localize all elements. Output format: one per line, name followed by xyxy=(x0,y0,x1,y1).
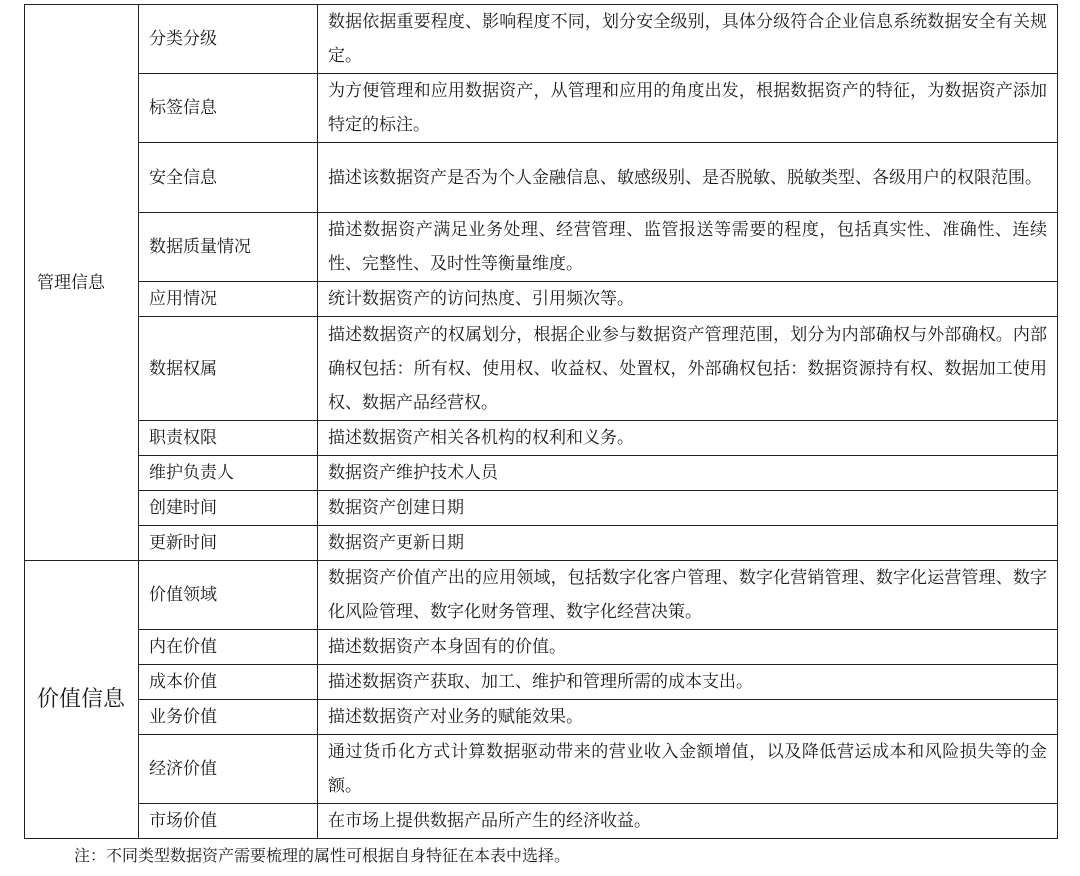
group-label-management: 管理信息 xyxy=(25,5,139,561)
attribute-name: 标签信息 xyxy=(139,74,318,143)
attribute-name: 创建时间 xyxy=(139,491,318,526)
attribute-name: 更新时间 xyxy=(139,526,318,561)
attribute-name: 市场价值 xyxy=(139,804,318,839)
attribute-description: 统计数据资产的访问热度、引用频次等。 xyxy=(318,282,1058,317)
attribute-description: 数据资产创建日期 xyxy=(318,491,1058,526)
attribute-description: 描述数据资产满足业务处理、经营管理、监管报送等需要的程度，包括真实性、准确性、连续性、完整性、及时性等衡量维度。 xyxy=(318,213,1058,282)
attribute-name: 数据质量情况 xyxy=(139,213,318,282)
attribute-description: 描述数据资产获取、加工、维护和管理所需的成本支出。 xyxy=(318,665,1058,700)
attribute-description: 数据资产价值产出的应用领域，包括数字化客户管理、数字化营销管理、数字化运营管理、数字化风险管理、数字化财务管理、数字化经营决策。 xyxy=(318,561,1058,630)
table-row xyxy=(25,74,1058,143)
attribute-description: 为方便管理和应用数据资产，从管理和应用的角度出发，根据数据资产的特征，为数据资产添加特定的标注。 xyxy=(318,74,1058,143)
table-row xyxy=(25,561,1058,630)
attribute-table xyxy=(24,4,1058,839)
table-row xyxy=(25,5,1058,74)
table-row xyxy=(25,804,1058,839)
attribute-description: 描述数据资产本身固有的价值。 xyxy=(318,630,1058,665)
table-row xyxy=(25,665,1058,700)
attribute-description: 在市场上提供数据产品所产生的经济收益。 xyxy=(318,804,1058,839)
table-row xyxy=(25,317,1058,421)
attribute-name: 应用情况 xyxy=(139,282,318,317)
table-row xyxy=(25,213,1058,282)
table-row xyxy=(25,456,1058,491)
table-row xyxy=(25,282,1058,317)
attribute-description: 数据资产维护技术人员 xyxy=(318,456,1058,491)
attribute-name: 维护负责人 xyxy=(139,456,318,491)
table-row xyxy=(25,421,1058,456)
attribute-description: 描述数据资产的权属划分，根据企业参与数据资产管理范围，划分为内部确权与外部确权。内部确权包括：所有权、使用权、收益权、处置权，外部确权包括：数据资源持有权、数据加工使用权、数据产品经营权。 xyxy=(318,317,1058,421)
table-row xyxy=(25,735,1058,804)
attribute-name: 数据权属 xyxy=(139,317,318,421)
attribute-name: 业务价值 xyxy=(139,700,318,735)
table-row xyxy=(25,700,1058,735)
attribute-description: 描述数据资产相关各机构的权利和义务。 xyxy=(318,421,1058,456)
attribute-name: 成本价值 xyxy=(139,665,318,700)
group-label-value: 价值信息 xyxy=(25,561,139,839)
table-row xyxy=(25,630,1058,665)
attribute-name: 职责权限 xyxy=(139,421,318,456)
attribute-name: 经济价值 xyxy=(139,735,318,804)
attribute-description: 数据资产更新日期 xyxy=(318,526,1058,561)
attribute-name: 分类分级 xyxy=(139,5,318,74)
attribute-description: 通过货币化方式计算数据驱动带来的营业收入金额增值，以及降低营运成本和风险损失等的金额。 xyxy=(318,735,1058,804)
attribute-description: 数据依据重要程度、影响程度不同，划分安全级别，具体分级符合企业信息系统数据安全有关规定。 xyxy=(318,5,1058,74)
table-row xyxy=(25,491,1058,526)
table-row xyxy=(25,143,1058,213)
attribute-name: 内在价值 xyxy=(139,630,318,665)
table-footnote: 注：不同类型数据资产需要梳理的属性可根据自身特征在本表中选择。 xyxy=(74,846,571,865)
attribute-name: 安全信息 xyxy=(139,143,318,213)
attribute-description: 描述该数据资产是否为个人金融信息、敏感级别、是否脱敏、脱敏类型、各级用户的权限范围。 xyxy=(318,143,1058,213)
attribute-name: 价值领域 xyxy=(139,561,318,630)
table-row xyxy=(25,526,1058,561)
attribute-description: 描述数据资产对业务的赋能效果。 xyxy=(318,700,1058,735)
